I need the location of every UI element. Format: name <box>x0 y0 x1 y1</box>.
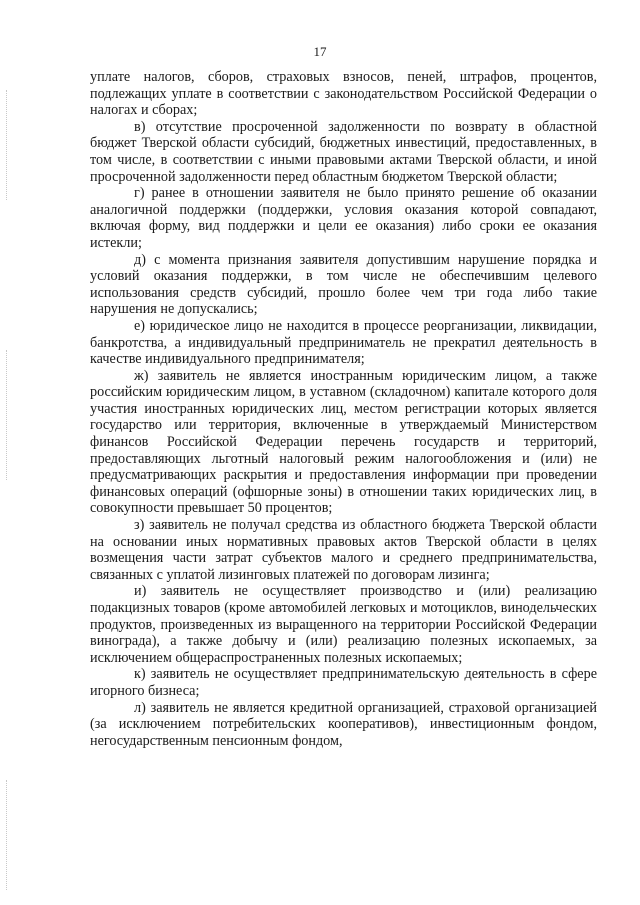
paragraph-item-e: е) юридическое лицо не находится в процессе реорганизации, ликвидации, банкротства, а индивидуальный предприниматель не прекратил деятельность в качестве индивидуального предпринимателя; <box>90 317 597 368</box>
paragraph-item-v: в) отсутствие просроченной задолженности по возврату в областной бюджет Тверской области субсидий, бюджетных инвестиций, предоставленных, в том числе, в соответствии с иными правовыми актами Тверской области, и иной просроченной задолженности перед областным бюджетом Тверской области; <box>90 118 597 185</box>
document-body <box>90 69 597 749</box>
paragraph-item-i: и) заявитель не осуществляет производство и (или) реализацию подакцизных товаров (кроме автомобилей легковых и мотоциклов, винодельческих продуктов, произведенных из выращенного на территории Российской Федерации винограда), а также добычу и (или) реализацию полезных ископаемых, за исключением общераспространенных полезных ископаемых; <box>90 583 597 666</box>
margin-mark <box>6 350 8 480</box>
margin-mark <box>6 780 8 890</box>
paragraph-item-zh: ж) заявитель не является иностранным юридическим лицом, а также российским юридическим лицом, в уставном (складочном) капитале которого доля участия иностранных юридических лиц, местом регистрации которых является государство или территория, включенные в утверждаемый Министерством финансов Российской Федерации перечень государств и территорий, предоставляющих льготный налоговый режим налогообложения и (или) не предусматривающих раскрытия и предоставления информации при проведении финансовых операций (офшорные зоны) в отношении таких юридических лиц, в совокупности превышает 50 процентов; <box>90 367 597 517</box>
paragraph-continuation: уплате налогов, сборов, страховых взносов, пеней, штрафов, процентов, подлежащих уплате в соответствии с законодательством Российской Федерации о налогах и сборах; <box>90 69 597 119</box>
page-number: 17 <box>313 44 327 59</box>
paragraph-item-d: д) с момента признания заявителя допустившим нарушение порядка и условий оказания поддержки, в том числе не обеспечившим целевого использования средств субсидий, прошло более чем три года либо такие нарушения не допускались; <box>90 251 597 318</box>
paragraph-item-g: г) ранее в отношении заявителя не было принято решение об оказании аналогичной поддержки (поддержки, условия оказания которой совпадают, включая форму, вид поддержки и цели ее оказания) либо сроки ее оказания истекли; <box>90 185 597 251</box>
paragraph-item-k: к) заявитель не осуществляет предпринимательскую деятельность в сфере игорного бизнеса; <box>90 666 597 699</box>
paragraph-item-l: л) заявитель не является кредитной организацией, страховой организацией (за исключением потребительских кооперативов), инвестиционным фондом, негосударственным пенсионным фондом, <box>90 699 597 749</box>
margin-mark <box>6 90 8 200</box>
paragraph-item-z: з) заявитель не получал средства из областного бюджета Тверской области на основании иных нормативных правовых актов Тверской области в целях возмещения части затрат субъектов малого и среднего предпринимательства, связанных с уплатой лизинговых платежей по договорам лизинга; <box>90 517 597 583</box>
